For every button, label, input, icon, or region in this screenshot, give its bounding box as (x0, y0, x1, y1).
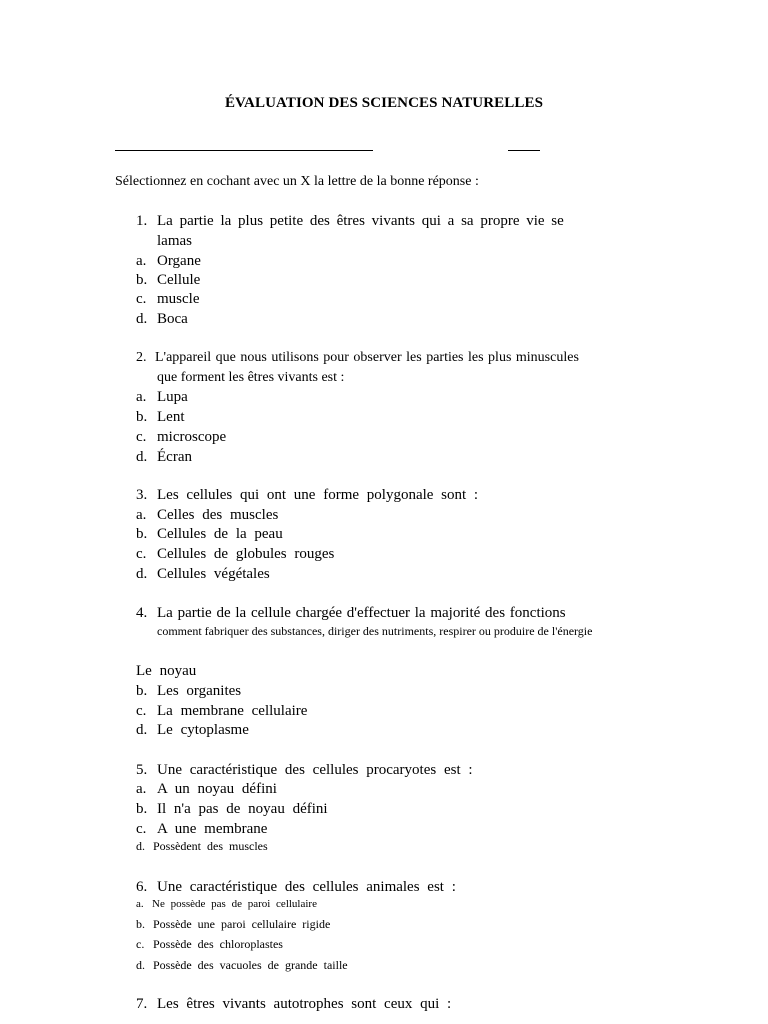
option-text: Possède des chloroplastes (153, 937, 283, 951)
option-text: Boca (157, 311, 188, 327)
option-text: Cellules végétales (157, 566, 270, 582)
option-text: Possède une paroi cellulaire rigide (153, 917, 331, 931)
option-letter: a. (136, 898, 144, 910)
option-text: Cellules de globules rouges (157, 546, 335, 562)
question-number: 3. (136, 487, 148, 503)
option-letter: b. (136, 801, 148, 817)
option-letter: a. (136, 781, 147, 797)
option-letter: c. (136, 546, 147, 562)
option-text: Possède des vacuoles de grande taille (153, 958, 348, 972)
option-letter: d. (136, 722, 148, 738)
question-number: 5. (136, 762, 148, 778)
question-number: 1. (136, 213, 148, 229)
question-text: Une caractéristique des cellules procaryotes est : (157, 762, 473, 778)
option-text: Il n'a pas de noyau défini (157, 801, 328, 817)
instruction-text: Sélectionnez en cochant avec un X la lettre de la bonne réponse : (115, 174, 479, 189)
option-letter: b. (136, 409, 148, 425)
question-text: La partie la plus petite des êtres vivants qui a sa propre vie se (157, 213, 564, 229)
question-number: 2. (136, 350, 147, 365)
option-letter: a. (136, 389, 147, 405)
date-blank-line (508, 150, 540, 151)
option-text: Celles des muscles (157, 507, 279, 523)
option-letter: b. (136, 917, 145, 931)
option-text: microscope (157, 429, 227, 445)
option-letter: c. (136, 821, 147, 837)
option-text: La membrane cellulaire (157, 703, 308, 719)
question-text: L'appareil que nous utilisons pour observer les parties les plus minuscules (155, 350, 579, 365)
name-blank-line (115, 150, 373, 151)
question-text: La partie de la cellule chargée d'effectuer la majorité des fonctions (157, 605, 566, 621)
option-letter: d. (136, 839, 145, 853)
option-text: muscle (157, 291, 200, 307)
option-text: A une membrane (157, 821, 268, 837)
option-letter: b. (136, 526, 148, 542)
option-text: Cellule (157, 272, 201, 288)
option-letter: c. (136, 291, 147, 307)
option-letter: a. (136, 253, 147, 269)
question-number: 6. (136, 879, 148, 895)
option-letter: b. (136, 683, 148, 699)
question-text-continued: que forment les êtres vivants est : (157, 370, 345, 385)
question-text-continued: lamas (157, 233, 192, 249)
option-text: Le cytoplasme (157, 722, 249, 738)
option-letter: c. (136, 429, 147, 445)
option-letter: c. (136, 937, 145, 951)
option-text: Cellules de la peau (157, 526, 283, 542)
page-title: ÉVALUATION DES SCIENCES NATURELLES (224, 95, 544, 111)
option-letter: b. (136, 272, 148, 288)
option-letter: c. (136, 703, 147, 719)
option-letter: d. (136, 958, 145, 972)
option-letter: a. (136, 507, 147, 523)
question-text: Une caractéristique des cellules animales est : (157, 879, 456, 895)
option-text: Les organites (157, 683, 242, 699)
option-text: A un noyau défini (157, 781, 277, 797)
option-text: Possèdent des muscles (153, 839, 268, 853)
question-text: Les cellules qui ont une forme polygonale sont : (157, 487, 479, 503)
option-letter: d. (136, 566, 148, 582)
question-number: 7. (136, 996, 148, 1012)
option-text: Écran (157, 449, 192, 465)
option-text: Organe (157, 253, 201, 269)
option-letter: d. (136, 311, 148, 327)
question-text-continued: comment fabriquer des substances, diriger des nutriments, respirer ou produire de l'énergie (157, 624, 593, 638)
option-text: Ne possède pas de paroi cellulaire (152, 898, 317, 910)
question-number: 4. (136, 605, 148, 621)
option-letter: d. (136, 449, 148, 465)
option-text: Le noyau (136, 663, 197, 679)
question-text: Les êtres vivants autotrophes sont ceux qui : (157, 996, 452, 1012)
option-text: Lupa (157, 389, 188, 405)
option-text: Lent (157, 409, 185, 425)
